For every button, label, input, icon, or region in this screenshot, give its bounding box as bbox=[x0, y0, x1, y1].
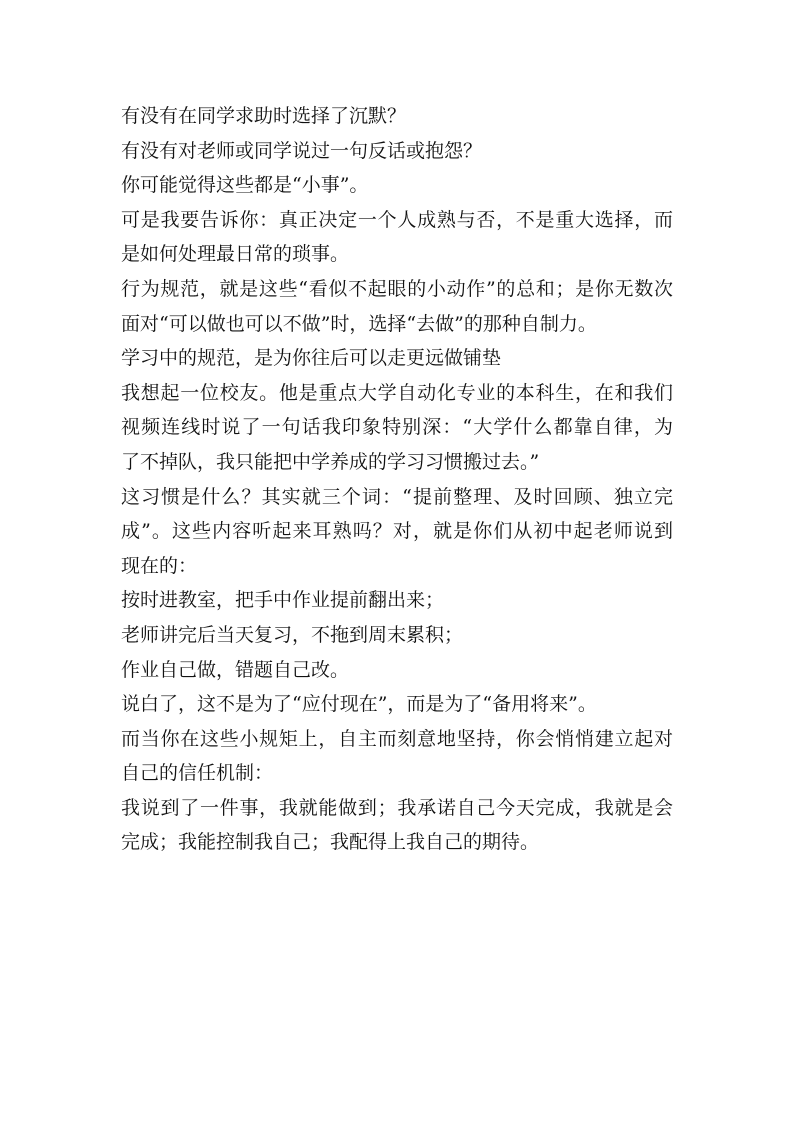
text-line: 这习惯是什么？其实就三个词：“提前整理、及时回顾、独立完 bbox=[121, 485, 673, 508]
text-line: 我想起一位校友。他是重点大学自动化专业的本科生，在和我们 bbox=[121, 381, 673, 404]
text-line: 是如何处理最日常的琐事。 bbox=[121, 243, 350, 266]
text-line: 按时进教室，把手中作业提前翻出来； bbox=[121, 589, 445, 612]
text-line: 说白了，这不是为了“应付现在”，而是为了“备用将来”。 bbox=[121, 693, 597, 716]
text-line: 视频连线时说了一句话我印象特别深：“大学什么都靠自律，为 bbox=[121, 416, 673, 439]
text-line: 而当你在这些小规矩上，自主而刻意地坚持，你会悄悄建立起对 bbox=[121, 727, 673, 750]
document-body bbox=[121, 99, 673, 860]
text-line: 现在的： bbox=[121, 554, 198, 577]
text-line: 学习中的规范，是为你往后可以走更远做铺垫 bbox=[121, 347, 502, 370]
text-line: 可是我要告诉你：真正决定一个人成熟与否，不是重大选择，而 bbox=[121, 208, 673, 231]
text-line: 老师讲完后当天复习，不拖到周末累积； bbox=[121, 623, 464, 646]
text-line: 作业自己做，错题自己改。 bbox=[121, 658, 350, 681]
text-line: 成”。这些内容听起来耳熟吗？对，就是你们从初中起老师说到 bbox=[121, 520, 673, 543]
text-line: 完成；我能控制我自己；我配得上我自己的期待。 bbox=[121, 831, 540, 854]
text-line: 自己的信任机制： bbox=[121, 762, 274, 785]
text-line: 我说到了一件事，我就能做到；我承诺自己今天完成，我就是会 bbox=[121, 796, 673, 819]
text-line: 行为规范，就是这些“看似不起眼的小动作”的总和；是你无数次 bbox=[121, 277, 673, 300]
text-line: 有没有在同学求助时选择了沉默？ bbox=[121, 105, 407, 127]
text-line: 有没有对老师或同学说过一句反话或抱怨？ bbox=[121, 139, 483, 162]
text-line: 面对“可以做也可以不做”时，选择“去做”的那种自制力。 bbox=[121, 312, 597, 335]
text-line: 了不掉队，我只能把中学养成的学习习惯搬过去。” bbox=[121, 450, 540, 473]
text-line: 你可能觉得这些都是“小事”。 bbox=[121, 174, 369, 197]
